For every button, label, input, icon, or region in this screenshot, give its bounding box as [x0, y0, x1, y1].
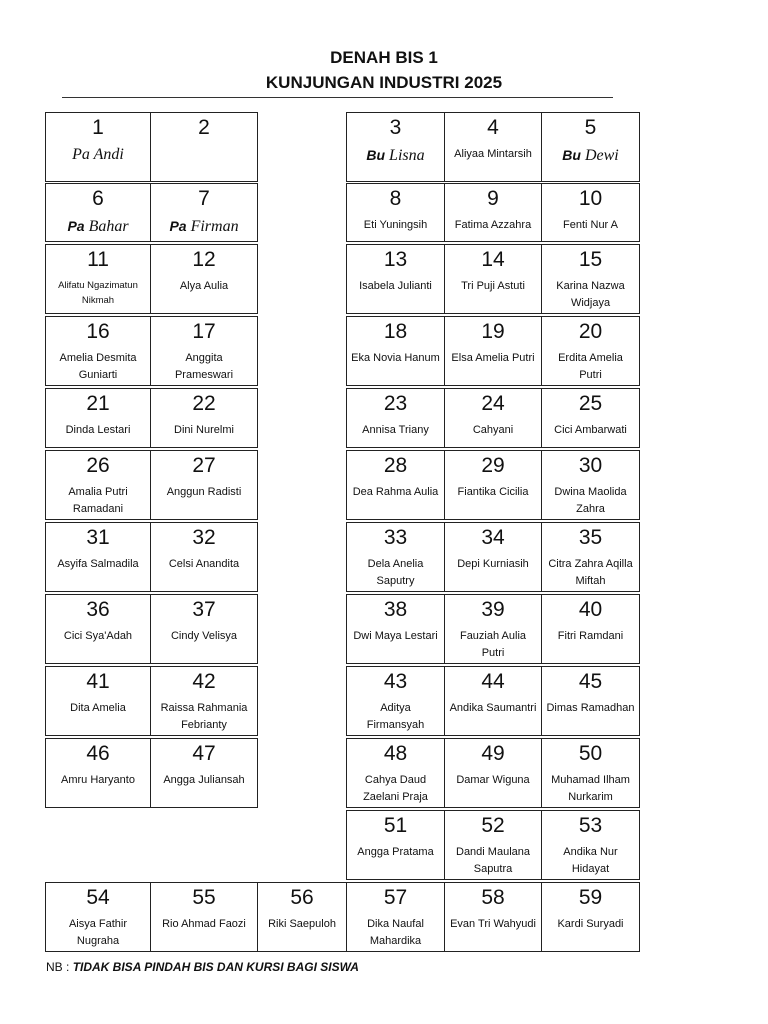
seat-occupant	[151, 700, 257, 734]
occupant-name: Depi Kurniasih	[457, 558, 529, 570]
seat-occupant	[445, 484, 541, 501]
seat-46	[45, 738, 151, 808]
occupant-name: Dini Nurelmi	[174, 424, 234, 436]
seat-occupant	[445, 146, 541, 163]
occupant-name: Dwi Maya Lestari	[353, 630, 438, 642]
occupant-name: Firman	[190, 218, 239, 235]
seat-number: 41	[86, 670, 110, 693]
seat-occupant	[151, 278, 257, 295]
seat-58	[444, 882, 542, 952]
seat-occupant	[46, 772, 150, 789]
seat-number: 54	[86, 886, 110, 909]
seat-number: 45	[578, 670, 603, 693]
seat-number: 43	[383, 670, 408, 693]
seat-50	[541, 738, 640, 808]
title-prefix: Bu	[562, 147, 581, 163]
seat-number: 19	[481, 320, 505, 343]
seat-number: 21	[86, 392, 110, 415]
seat-22	[150, 388, 258, 448]
seat-16	[45, 316, 151, 386]
seat-number: 29	[481, 454, 505, 477]
title-underline	[62, 97, 613, 98]
occupant-name: Dandi Maulana Saputra	[456, 846, 530, 875]
occupant-name: Alya Aulia	[179, 280, 229, 292]
seat-15	[541, 244, 640, 314]
seat-number: 2	[198, 116, 210, 139]
seat-14	[444, 244, 542, 314]
page-title: DENAH BIS 1	[330, 48, 438, 67]
seat-occupant	[347, 628, 444, 645]
seat-number: 12	[192, 248, 216, 271]
seat-occupant	[46, 422, 150, 439]
seat-number: 38	[383, 598, 408, 621]
seat-number: 6	[92, 187, 104, 210]
occupant-name: Fitri Ramdani	[557, 630, 624, 642]
seat-56	[257, 882, 347, 952]
note-text: TIDAK BISA PINDAH BIS DAN KURSI BAGI SISWA	[72, 960, 359, 974]
seat-occupant	[542, 278, 639, 312]
seat-number: 57	[383, 886, 408, 909]
seat-number: 11	[87, 248, 109, 271]
seat-occupant	[347, 556, 444, 590]
seat-number: 7	[198, 187, 210, 210]
seat-occupant	[445, 556, 541, 573]
seat-occupant	[347, 217, 444, 234]
occupant-name: Dela Anelia Saputry	[367, 558, 424, 587]
seat-55	[150, 882, 258, 952]
seat-occupant	[542, 556, 639, 590]
occupant-name: Kardi Suryadi	[557, 918, 624, 930]
seat-occupant	[46, 350, 150, 384]
seat-7	[150, 183, 258, 242]
occupant-name: Alifatu Ngazimatun Nikmah	[58, 280, 138, 306]
occupant-name: Dita Amelia	[70, 702, 126, 714]
seat-38	[346, 594, 445, 664]
seat-39	[444, 594, 542, 664]
seat-28	[346, 450, 445, 520]
seat-32	[150, 522, 258, 592]
seat-occupant	[151, 422, 257, 439]
occupant-name: Rio Ahmad Faozi	[162, 918, 246, 930]
seat-number: 31	[86, 526, 110, 549]
seat-43	[346, 666, 445, 736]
occupant-name: Angga Juliansah	[163, 774, 245, 786]
seat-9	[444, 183, 542, 242]
seat-number: 3	[389, 116, 402, 139]
occupant-name: Eka Novia Hanum	[351, 352, 440, 364]
seat-45	[541, 666, 640, 736]
seat-35	[541, 522, 640, 592]
seat-number: 24	[481, 392, 505, 415]
seat-occupant	[347, 772, 444, 806]
occupant-name: Aditya Firmansyah	[366, 702, 425, 731]
seat-occupant	[347, 700, 444, 734]
seat-occupant	[445, 422, 541, 439]
seat-11	[45, 244, 151, 314]
seat-36	[45, 594, 151, 664]
title-prefix: Pa	[67, 218, 85, 234]
seat-occupant	[46, 145, 150, 165]
seat-number: 48	[383, 742, 408, 765]
seat-number: 32	[192, 526, 216, 549]
seat-occupant	[542, 844, 639, 878]
seat-number: 14	[481, 248, 505, 271]
seat-number: 35	[578, 526, 603, 549]
seat-48	[346, 738, 445, 808]
seat-number: 34	[481, 526, 505, 549]
seat-number: 8	[389, 187, 402, 210]
occupant-name: Fenti Nur A	[562, 219, 619, 231]
occupant-name: Celsi Anandita	[168, 558, 240, 570]
seat-40	[541, 594, 640, 664]
seat-number: 37	[192, 598, 216, 621]
occupant-name: Cindy Velisya	[170, 630, 238, 642]
seat-occupant	[445, 844, 541, 878]
seat-occupant	[46, 916, 150, 950]
seat-number: 47	[192, 742, 216, 765]
occupant-name: Amru Haryanto	[61, 774, 135, 786]
seat-49	[444, 738, 542, 808]
seat-occupant	[347, 422, 444, 439]
seat-24	[444, 388, 542, 448]
seat-21	[45, 388, 151, 448]
seat-54	[45, 882, 151, 952]
occupant-name: Raissa Rahmania Febrianty	[160, 702, 248, 731]
seat-occupant	[542, 700, 639, 717]
seat-number: 4	[487, 116, 499, 139]
seat-52	[444, 810, 542, 880]
seat-12	[150, 244, 258, 314]
seat-number: 9	[487, 187, 499, 210]
seat-51	[346, 810, 445, 880]
seat-occupant	[151, 916, 257, 933]
seat-occupant	[445, 628, 541, 662]
seat-occupant	[46, 278, 150, 308]
seat-27	[150, 450, 258, 520]
seat-2	[150, 112, 258, 182]
occupant-name: Dewi	[584, 147, 619, 164]
seat-20	[541, 316, 640, 386]
seat-occupant	[542, 145, 639, 166]
seat-occupant	[347, 350, 444, 367]
seat-26	[45, 450, 151, 520]
occupant-name: Elsa Amelia Putri	[451, 352, 535, 364]
title-prefix: Pa	[169, 218, 187, 234]
seat-occupant	[542, 422, 639, 439]
seat-1	[45, 112, 151, 182]
seat-number: 56	[290, 886, 314, 909]
occupant-name: Cici Ambarwati	[554, 424, 627, 436]
seat-occupant	[46, 628, 150, 645]
seat-number: 40	[578, 598, 603, 621]
occupant-name: Eti Yuningsih	[363, 219, 428, 231]
seat-number: 58	[481, 886, 505, 909]
seat-number: 26	[86, 454, 110, 477]
seat-occupant	[46, 556, 150, 573]
seat-10	[541, 183, 640, 242]
seat-occupant	[445, 217, 541, 234]
seat-number: 25	[578, 392, 603, 415]
note-label: NB :	[46, 960, 70, 974]
seat-13	[346, 244, 445, 314]
seat-occupant	[347, 278, 444, 295]
seat-occupant	[542, 628, 639, 645]
seat-44	[444, 666, 542, 736]
seat-number: 17	[192, 320, 216, 343]
seat-number: 53	[578, 814, 603, 837]
occupant-name: Erdita Amelia Putri	[558, 352, 623, 381]
footer-note	[46, 960, 359, 974]
seat-number: 42	[192, 670, 216, 693]
seat-occupant	[445, 278, 541, 295]
seat-number: 15	[578, 248, 603, 271]
occupant-name: Riki Saepuloh	[268, 918, 336, 930]
seat-number: 5	[584, 116, 597, 139]
seat-number: 49	[481, 742, 505, 765]
seat-31	[45, 522, 151, 592]
seat-34	[444, 522, 542, 592]
occupant-name: Cahya Daud Zaelani Praja	[363, 774, 428, 803]
occupant-name: Karina Nazwa Widjaya	[556, 280, 625, 309]
seat-occupant	[445, 350, 541, 367]
seat-6	[45, 183, 151, 242]
seat-occupant	[46, 216, 150, 237]
occupant-name: Pa Andi	[72, 146, 124, 163]
seat-number: 27	[192, 454, 216, 477]
seat-occupant	[151, 556, 257, 573]
seat-37	[150, 594, 258, 664]
occupant-name: Fauziah Aulia Putri	[459, 630, 527, 659]
seat-19	[444, 316, 542, 386]
seat-occupant	[46, 484, 150, 518]
seat-occupant	[151, 350, 257, 384]
seat-occupant	[542, 772, 639, 806]
occupant-name: Amelia Desmita Guniarti	[59, 352, 137, 381]
occupant-name: Dinda Lestari	[65, 424, 131, 436]
seat-occupant	[151, 628, 257, 645]
seat-occupant	[347, 844, 444, 861]
occupant-name: Amalia Putri Ramadani	[68, 486, 128, 515]
seat-4	[444, 112, 542, 182]
seat-occupant	[445, 916, 541, 933]
occupant-name: Dwina Maolida Zahra	[554, 486, 627, 515]
seat-number: 55	[192, 886, 216, 909]
seat-number: 28	[383, 454, 408, 477]
seat-number: 33	[383, 526, 408, 549]
seat-41	[45, 666, 151, 736]
seat-occupant	[347, 916, 444, 950]
occupant-name: Asyifa Salmadila	[57, 558, 139, 570]
seat-occupant	[151, 484, 257, 501]
seat-29	[444, 450, 542, 520]
seat-23	[346, 388, 445, 448]
seat-number: 39	[481, 598, 505, 621]
occupant-name: Fiantika Cicilia	[457, 486, 529, 498]
seat-53	[541, 810, 640, 880]
seat-occupant	[445, 772, 541, 789]
title-prefix: Bu	[366, 147, 386, 163]
occupant-name: Annisa Triany	[362, 424, 429, 436]
occupant-name: Isabela Julianti	[359, 280, 432, 292]
seat-occupant	[542, 484, 639, 518]
seat-number: 20	[578, 320, 603, 343]
occupant-name: Anggita Prameswari	[174, 352, 234, 381]
occupant-name: Andika Saumantri	[449, 702, 537, 714]
seat-17	[150, 316, 258, 386]
seat-occupant	[347, 145, 444, 166]
occupant-name: Dika Naufal Mahardika	[367, 918, 424, 947]
seat-5	[541, 112, 640, 182]
occupant-name: Cahyani	[472, 424, 514, 436]
page-subtitle: KUNJUNGAN INDUSTRI 2025	[265, 73, 503, 92]
seat-number: 18	[383, 320, 408, 343]
seat-number: 23	[383, 392, 408, 415]
seat-occupant	[46, 700, 150, 717]
occupant-name: Muhamad Ilham Nurkarim	[551, 774, 630, 803]
seat-number: 30	[578, 454, 603, 477]
occupant-name: Dea Rahma Aulia	[352, 486, 439, 498]
seat-number: 46	[86, 742, 110, 765]
seat-number: 44	[481, 670, 505, 693]
seat-8	[346, 183, 445, 242]
seat-18	[346, 316, 445, 386]
seat-number: 1	[92, 116, 104, 139]
seat-number: 10	[578, 187, 603, 210]
seat-42	[150, 666, 258, 736]
seat-occupant	[151, 216, 257, 237]
seat-occupant	[542, 350, 639, 384]
seat-occupant	[542, 217, 639, 234]
occupant-name: Dimas Ramadhan	[546, 702, 635, 714]
occupant-name: Andika Nur Hidayat	[563, 846, 618, 875]
seat-number: 16	[86, 320, 110, 343]
seat-25	[541, 388, 640, 448]
occupant-name: Evan Tri Wahyudi	[450, 918, 536, 930]
occupant-name: Cici Sya'Adah	[63, 630, 133, 642]
seat-number: 50	[578, 742, 603, 765]
seat-57	[346, 882, 445, 952]
occupant-name: Angga Pratama	[357, 846, 434, 858]
occupant-name: Aisya Fathir Nugraha	[68, 918, 128, 947]
occupant-name: Damar Wiguna	[456, 774, 530, 786]
seat-number: 52	[481, 814, 505, 837]
seat-33	[346, 522, 445, 592]
seat-30	[541, 450, 640, 520]
seat-occupant	[151, 772, 257, 789]
seat-47	[150, 738, 258, 808]
occupant-name: Lisna	[389, 147, 425, 164]
seat-3	[346, 112, 445, 182]
seat-number: 51	[383, 814, 408, 837]
seat-occupant	[542, 916, 639, 933]
occupant-name: Citra Zahra Aqilla Miftah	[548, 558, 633, 587]
occupant-name: Fatima Azzahra	[454, 219, 532, 231]
seat-occupant	[258, 916, 346, 933]
seat-occupant	[347, 484, 444, 501]
seat-number: 59	[578, 886, 603, 909]
occupant-name: Aliyaa Mintarsih	[454, 148, 532, 160]
seat-59	[541, 882, 640, 952]
occupant-name: Anggun Radisti	[166, 486, 242, 498]
occupant-name: Tri Puji Astuti	[461, 280, 525, 292]
seat-number: 13	[383, 248, 408, 271]
occupant-name: Bahar	[88, 218, 129, 235]
seat-number: 22	[192, 392, 216, 415]
seat-occupant	[445, 700, 541, 717]
seat-number: 36	[86, 598, 110, 621]
